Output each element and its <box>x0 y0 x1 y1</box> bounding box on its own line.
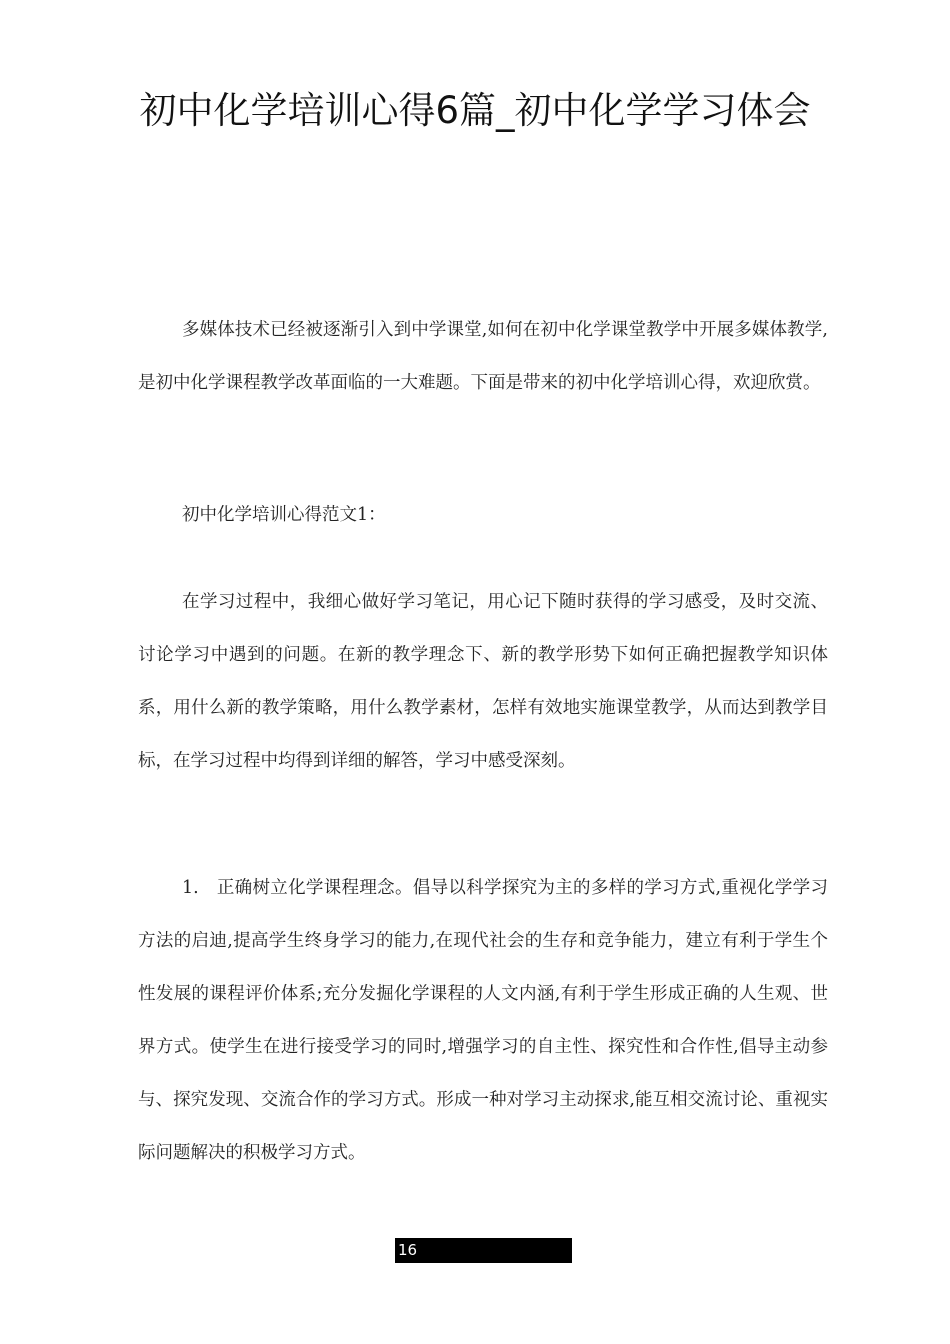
intro-paragraph: 多媒体技术已经被逐渐引入到中学课堂,如何在初中化学课堂教学中开展多媒体教学,是初中化学课程教学改革面临的一大难题。下面是带来的初中化学培训心得，欢迎欣赏。 <box>138 320 828 393</box>
page-footer <box>395 1238 572 1263</box>
body-paragraph: 在学习过程中，我细心做好学习笔记，用心记下随时获得的学习感受，及时交流、讨论学习中遇到的问题。在新的教学理念下、新的教学形势下如何正确把握教学知识体系，用什么新的教学策略，用什么教学素材，怎样有效地实施课堂教学，从而达到教学目标，在学习过程中均得到详细的解答，学习中感受深刻。 <box>138 592 828 771</box>
section-heading-paragraph: 初中化学培训心得范文1： <box>182 505 386 525</box>
document-title: 初中化学培训心得6篇_初中化学学习体会 <box>139 89 811 132</box>
numbered-item-paragraph: 1. 正确树立化学课程理念。倡导以科学探究为主的多样的学习方式,重视化学学习方法的启迪,提高学生终身学习的能力,在现代社会的生存和竞争能力，建立有利于学生个性发展的课程评价体系;充分发掘化学课程的人文内涵,有利于学生形成正确的人生观、世界方式。使学生在进行接受学习的同时,增强学习的自主性、探究性和合作性,倡导主动参与、探究发现、交流合作的学习方式。形成一种对学习主动探求,能互相交流讨论、重视实际问题解决的积极学习方式。 <box>138 878 828 1163</box>
page-number: 16 <box>398 1241 418 1259</box>
